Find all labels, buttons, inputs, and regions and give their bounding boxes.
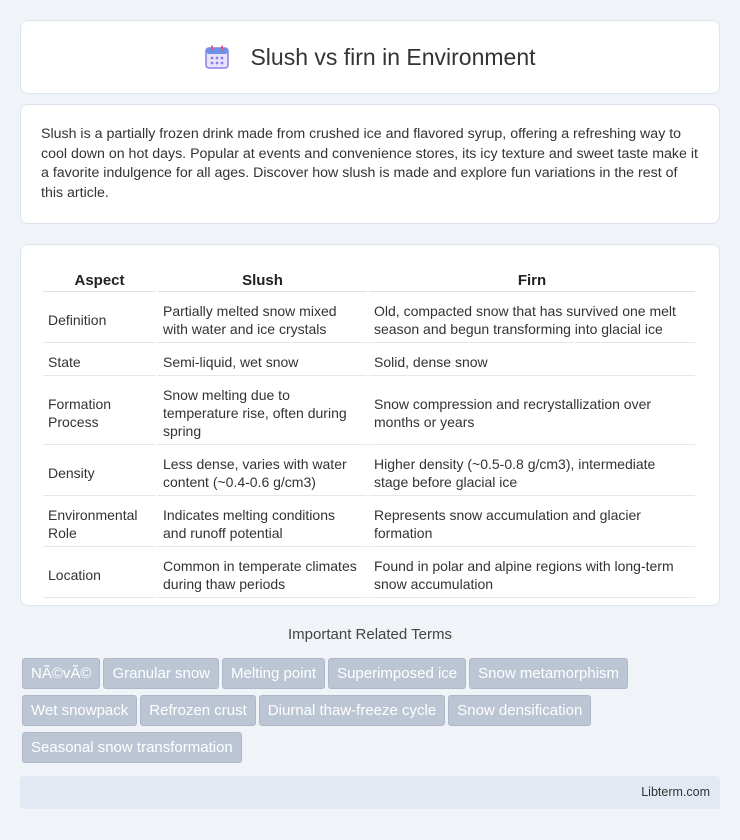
row-aspect: Location bbox=[43, 549, 156, 598]
footer-site-link[interactable]: Libterm.com bbox=[641, 785, 710, 799]
table-row bbox=[43, 378, 695, 445]
row-aspect: Formation Process bbox=[43, 378, 156, 445]
header-firn: Firn bbox=[369, 267, 695, 292]
term-tag[interactable]: Seasonal snow transformation bbox=[22, 732, 242, 763]
calendar-icon bbox=[204, 44, 230, 70]
table-row bbox=[43, 498, 695, 547]
header-card bbox=[20, 20, 720, 94]
row-slush: Common in temperate climates during thaw periods bbox=[158, 549, 367, 598]
comparison-table bbox=[41, 265, 697, 600]
related-terms-list bbox=[22, 658, 722, 769]
row-slush: Partially melted snow mixed with water and ice crystals bbox=[158, 294, 367, 343]
row-slush: Semi-liquid, wet snow bbox=[158, 345, 367, 376]
term-tag[interactable]: Refrozen crust bbox=[140, 695, 256, 726]
table-row bbox=[43, 549, 695, 598]
term-tag[interactable]: NÃ©vÃ© bbox=[22, 658, 100, 689]
table-header-row bbox=[43, 267, 695, 292]
row-aspect: Density bbox=[43, 447, 156, 496]
term-tag[interactable]: Melting point bbox=[222, 658, 325, 689]
row-slush: Snow melting due to temperature rise, often during spring bbox=[158, 378, 367, 445]
row-firn: Solid, dense snow bbox=[369, 345, 695, 376]
header-slush: Slush bbox=[158, 267, 367, 292]
term-tag[interactable]: Snow densification bbox=[448, 695, 591, 726]
related-terms-title: Important Related Terms bbox=[288, 626, 452, 643]
term-tag[interactable]: Diurnal thaw-freeze cycle bbox=[259, 695, 445, 726]
header-aspect: Aspect bbox=[43, 267, 156, 292]
page-title: Slush vs firn in Environment bbox=[250, 43, 536, 70]
row-firn: Old, compacted snow that has survived one melt season and begun transforming into glacial ice bbox=[369, 294, 695, 343]
row-slush: Indicates melting conditions and runoff potential bbox=[158, 498, 367, 547]
comparison-table-card bbox=[20, 244, 720, 606]
row-aspect: Environmental Role bbox=[43, 498, 156, 547]
row-firn: Represents snow accumulation and glacier formation bbox=[369, 498, 695, 547]
row-firn: Found in polar and alpine regions with long-term snow accumulation bbox=[369, 549, 695, 598]
term-tag[interactable]: Superimposed ice bbox=[328, 658, 466, 689]
intro-text: Slush is a partially frozen drink made from crushed ice and flavored syrup, offering a refreshing way to cool down on hot days. Popular at events and convenience stores, its icy texture and sweet taste make it a favorite indulgence for all ages. Discover how slush is made and explore fun variations in the rest of this article. bbox=[41, 126, 698, 201]
row-firn: Higher density (~0.5-0.8 g/cm3), intermediate stage before glacial ice bbox=[369, 447, 695, 496]
table-row bbox=[43, 345, 695, 376]
term-tag[interactable]: Snow metamorphism bbox=[469, 658, 628, 689]
row-aspect: State bbox=[43, 345, 156, 376]
footer bbox=[20, 776, 720, 809]
table-row bbox=[43, 294, 695, 343]
table-row bbox=[43, 447, 695, 496]
row-firn: Snow compression and recrystallization over months or years bbox=[369, 378, 695, 445]
term-tag[interactable]: Wet snowpack bbox=[22, 695, 137, 726]
term-tag[interactable]: Granular snow bbox=[103, 658, 219, 689]
row-slush: Less dense, varies with water content (~0.4-0.6 g/cm3) bbox=[158, 447, 367, 496]
row-aspect: Definition bbox=[43, 294, 156, 343]
intro-card bbox=[20, 104, 720, 224]
